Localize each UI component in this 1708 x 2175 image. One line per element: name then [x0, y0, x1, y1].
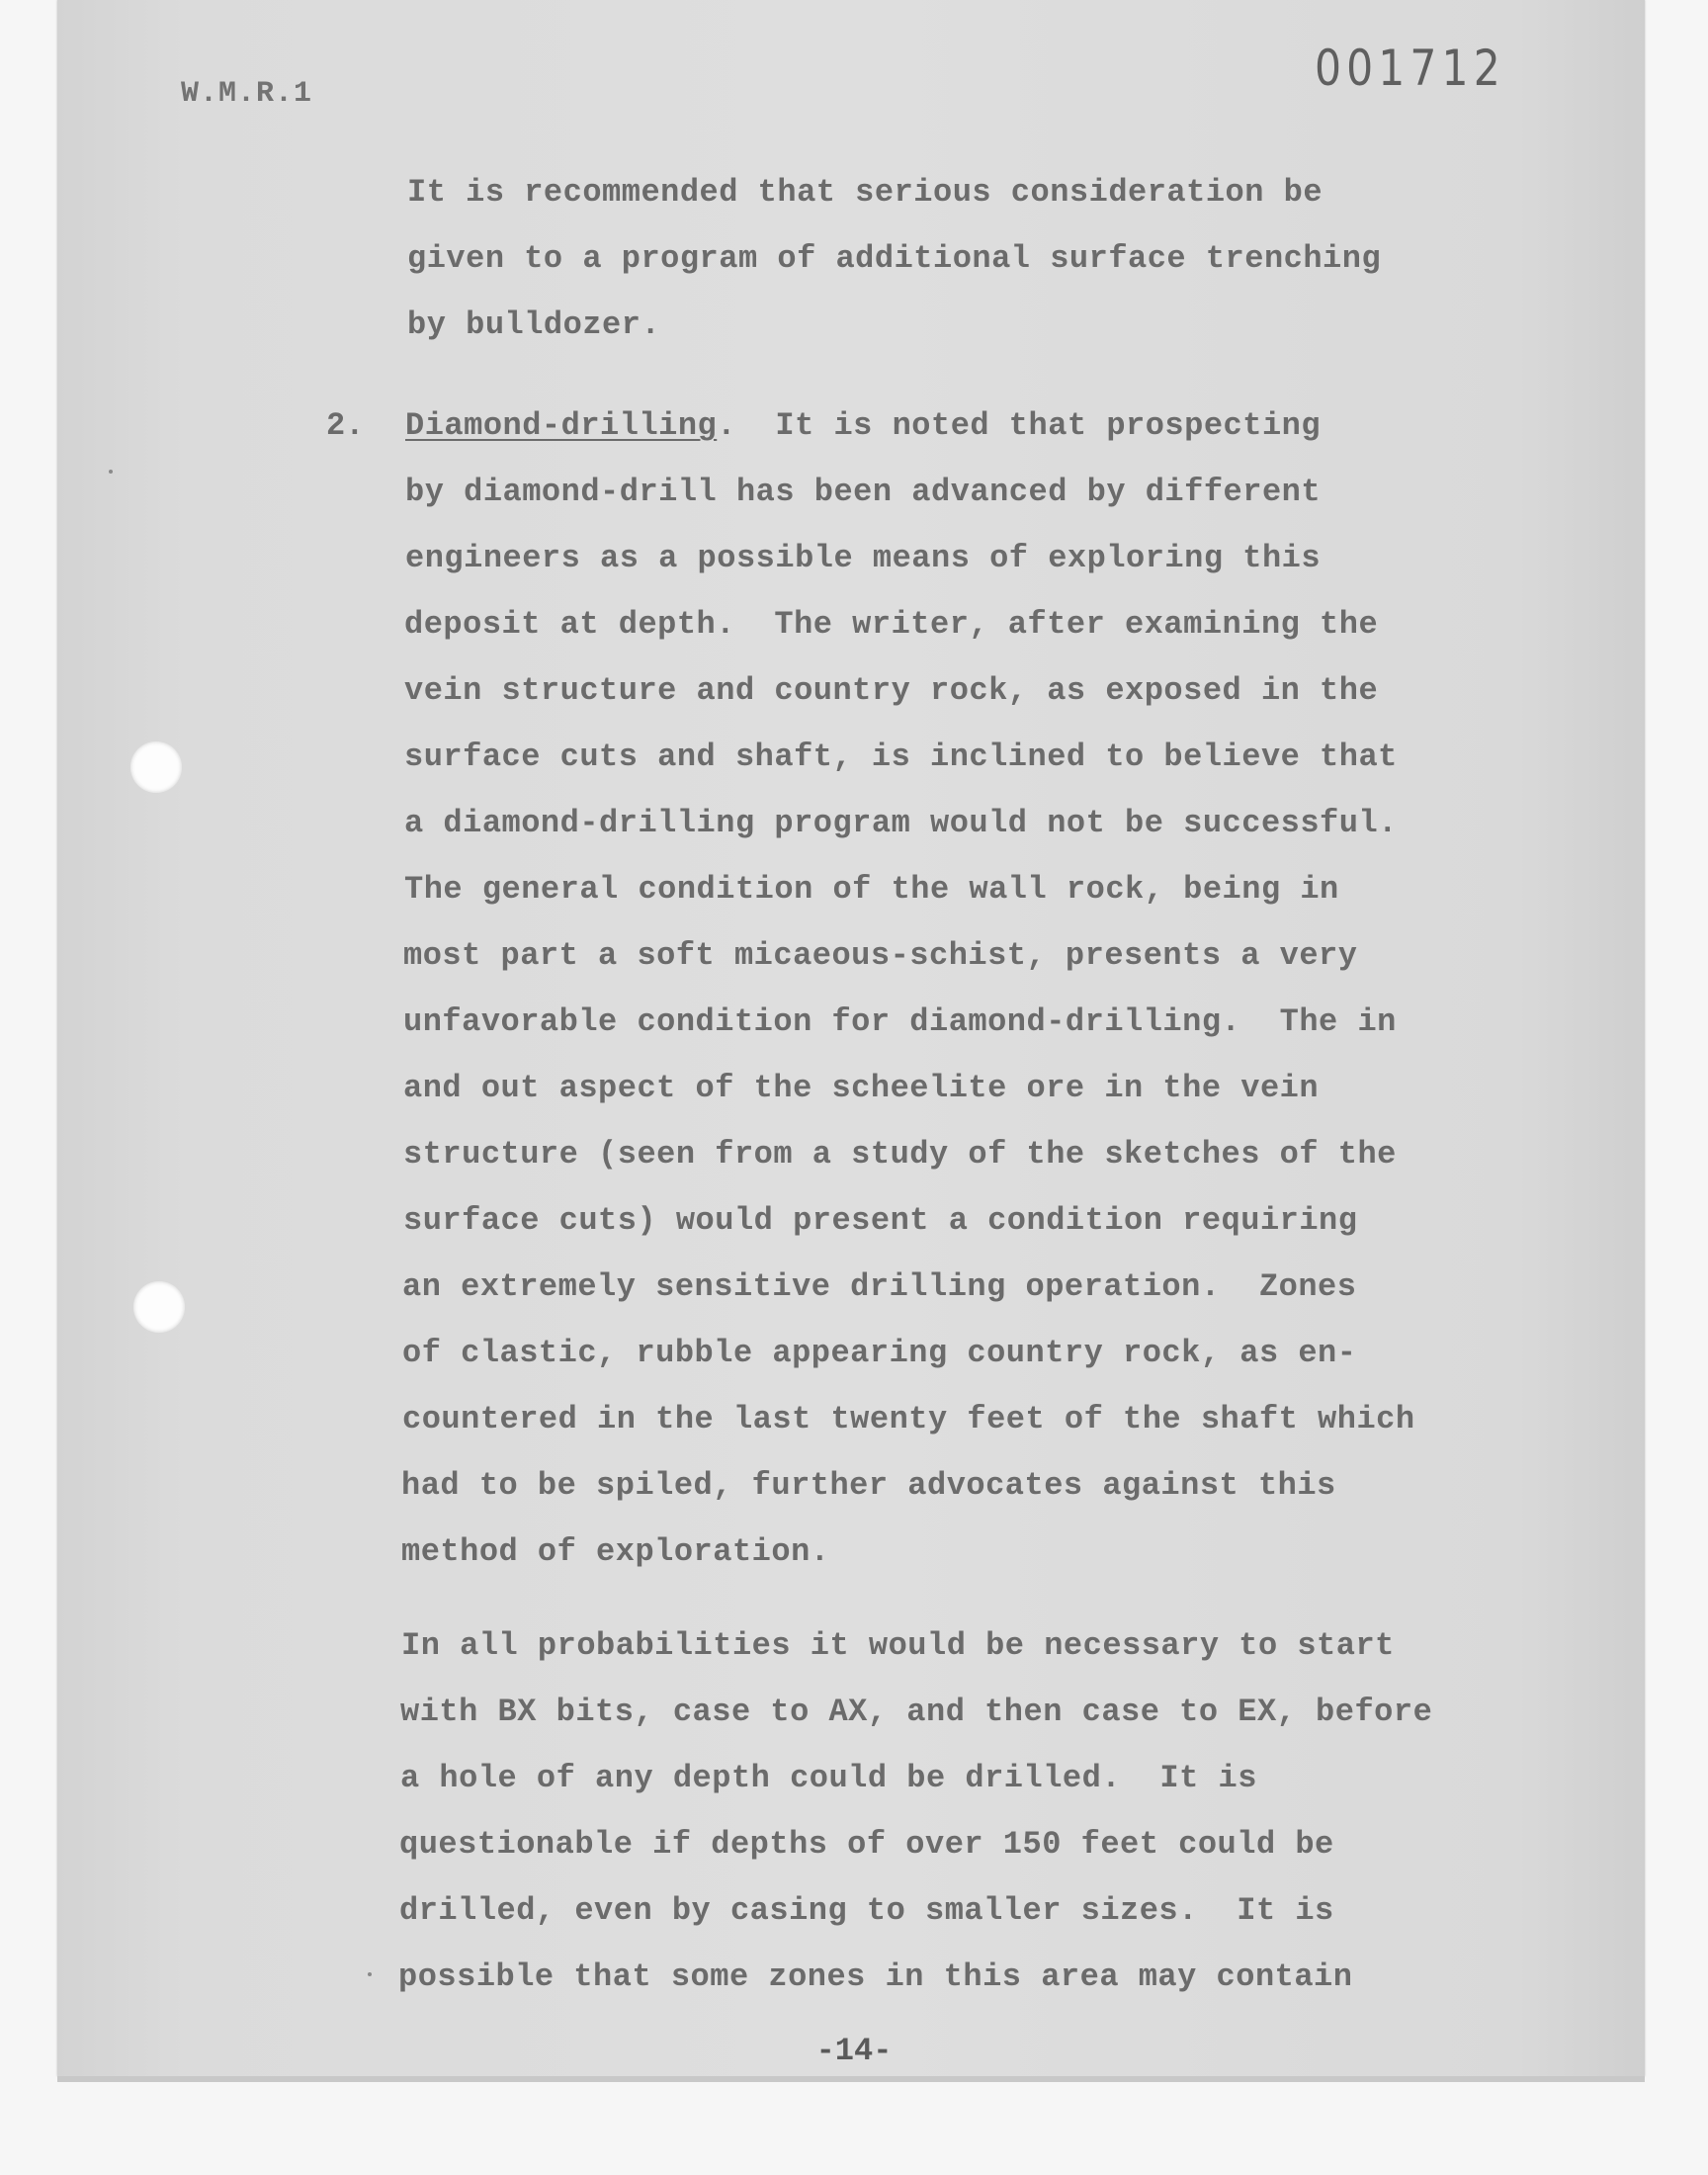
- page-number: -14-: [815, 2033, 893, 2069]
- paragraph-line: deposit at depth. The writer, after examining the: [404, 606, 1379, 643]
- paragraph-line: The general condition of the wall rock, being in: [404, 871, 1339, 908]
- paragraph-line: drilled, even by casing to smaller sizes. It is: [399, 1892, 1334, 1929]
- paragraph-line: with BX bits, case to AX, and then case to EX, before: [400, 1694, 1433, 1730]
- paragraph-line: countered in the last twenty feet of the shaft which: [402, 1401, 1415, 1437]
- paragraph-line: possible that some zones in this area may contain: [398, 1958, 1353, 1995]
- paragraph-line: by bulldozer.: [407, 306, 661, 343]
- paragraph-line: given to a program of additional surface trenching: [407, 240, 1382, 277]
- paragraph-line: unfavorable condition for diamond-drilling. The in: [403, 1003, 1397, 1040]
- paragraph-line: an extremely sensitive drilling operation. Zones: [402, 1268, 1357, 1305]
- section-number: 2.: [326, 407, 365, 444]
- section-heading: Diamond-drilling: [405, 407, 718, 444]
- paragraph-line: method of exploration.: [401, 1533, 830, 1570]
- paragraph-line: In all probabilities it would be necessary to start: [401, 1627, 1395, 1664]
- document-number: 001712: [1315, 40, 1505, 97]
- paragraph-line: had to be spiled, further advocates against this: [401, 1467, 1336, 1504]
- paragraph-line: questionable if depths of over 150 feet could be: [399, 1826, 1334, 1863]
- speck: [368, 1972, 372, 1976]
- paragraph-line: vein structure and country rock, as exposed in the: [404, 672, 1379, 709]
- paragraph-line: a diamond-drilling program would not be successful.: [404, 805, 1398, 841]
- paragraph-line: structure (seen from a study of the sketches of the: [403, 1136, 1397, 1173]
- paragraph-line: of clastic, rubble appearing country rock, as en-: [402, 1335, 1357, 1371]
- section-heading-rest: . It is noted that prospecting: [717, 407, 1322, 444]
- speck: [109, 470, 113, 474]
- punch-hole: [133, 1281, 185, 1333]
- paragraph-line: surface cuts) would present a condition requiring: [403, 1202, 1358, 1239]
- punch-hole: [130, 741, 182, 793]
- paragraph-line: most part a soft micaeous-schist, presents a very: [403, 937, 1358, 974]
- paragraph-line: by diamond-drill has been advanced by different: [405, 474, 1322, 510]
- paragraph-line: and out aspect of the scheelite ore in the vein: [403, 1070, 1320, 1106]
- section-heading-line: [405, 407, 1321, 444]
- paragraph-line: engineers as a possible means of exploring this: [405, 540, 1322, 576]
- paragraph-line: It is recommended that serious consideration be: [407, 174, 1324, 211]
- document-reference: W.M.R.1: [181, 77, 313, 111]
- page-bottom-edge: [57, 2076, 1645, 2082]
- paragraph-line: a hole of any depth could be drilled. It is: [400, 1760, 1257, 1796]
- paragraph-line: surface cuts and shaft, is inclined to believe that: [404, 739, 1398, 775]
